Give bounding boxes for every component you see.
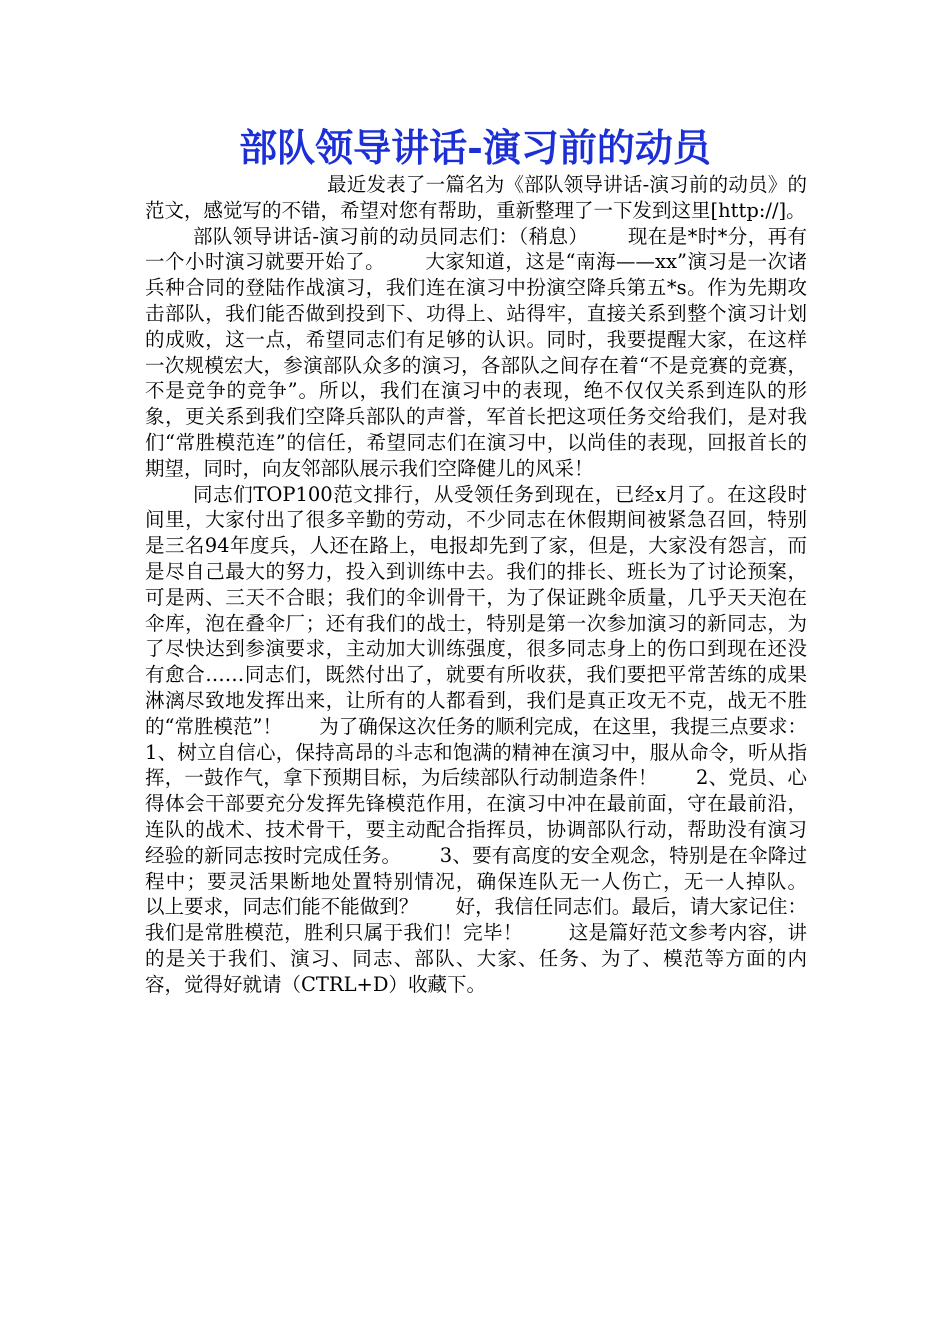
document-title: 部队领导讲话-演习前的动员	[239, 125, 711, 170]
speech-paragraph-1: 部队领导讲话-演习前的动员同志们：（稍息） 现在是*时*分，再有一个小时演习就要开始了。 大家知道，这是“南海——xx”演习是一次诸兵种合同的登陆作战演习，我们连在演习中扮演空降兵第五*s。作为先期攻击部队，我们能否做到投到下、功得上、站得牢，直接关系到整个演习计划的成败，这一点，希望同志们有足够的认识。同时，我要提醒大家，在这样一次规模宏大，参演部队众多的演习，各部队之间存在着“不是竞赛的竞赛，不是竞争的竞争”。所以，我们在演习中的表现，绝不仅仅关系到连队的形象，更关系到我们空降兵部队的声誉，军首长把这项任务交给我们，是对我们“常胜模范连”的信任，希望同志们在演习中，以尚佳的表现，回报首长的期望，同时，向友邻部队展示我们空降健儿的风采！	[145, 224, 807, 480]
document-body	[145, 172, 845, 998]
intro-paragraph: 最近发表了一篇名为《部队领导讲话-演习前的动员》的范文，感觉写的不错，希望对您有帮助，重新整理了一下发到这里[http://]。	[145, 173, 807, 222]
speech-paragraph-2: 同志们TOP100范文排行，从受领任务到现在，已经x月了。在这段时间里，大家付出了很多辛勤的劳动，不少同志在休假期间被紧急召回，特别是三名94年度兵，人还在路上，电报却先到了家，但是，大家没有怨言，而是尽自己最大的努力，投入到训练中去。我们的排长、班长为了讨论预案，可是两、三天不合眼；我们的伞训骨干，为了保证跳伞质量，几乎天天泡在伞库，泡在叠伞厂；还有我们的战士，特别是第一次参加演习的新同志，为了尽快达到参演要求，主动加大训练强度，很多同志身上的伤口到现在还没有愈合……同志们，既然付出了，就要有所收获，我们要把平常苦练的成果淋漓尽致地发挥出来，让所有的人都看到，我们是真正攻无不克，战无不胜的“常胜模范”！ 为了确保这次任务的顺利完成，在这里，我提三点要求： 1、树立自信心，保持高昂的斗志和饱满的精神在演习中，服从命令，听从指挥，一鼓作气，拿下预期目标，为后续部队行动制造条件！ 2、党员、心得体会干部要充分发挥先锋模范作用，在演习中冲在最前面，守在最前沿，连队的战术、技术骨干，要主动配合指挥员，协调部队行动，帮助没有演习经验的新同志按时完成任务。 3、要有高度的安全观念，特别是在伞降过程中；要灵活果断地处置特别情况，确保连队无一人伤亡，无一人掉队。 以上要求，同志们能不能做到？ 好，我信任同志们。最后，请大家记住：我们是常胜模范，胜利只属于我们！完毕！ 这是篇好范文参考内容，讲的是关于我们、演习、同志、部队、大家、任务、为了、模范等方面的内容，觉得好就请（CTRL+D）收藏下。	[145, 482, 845, 996]
